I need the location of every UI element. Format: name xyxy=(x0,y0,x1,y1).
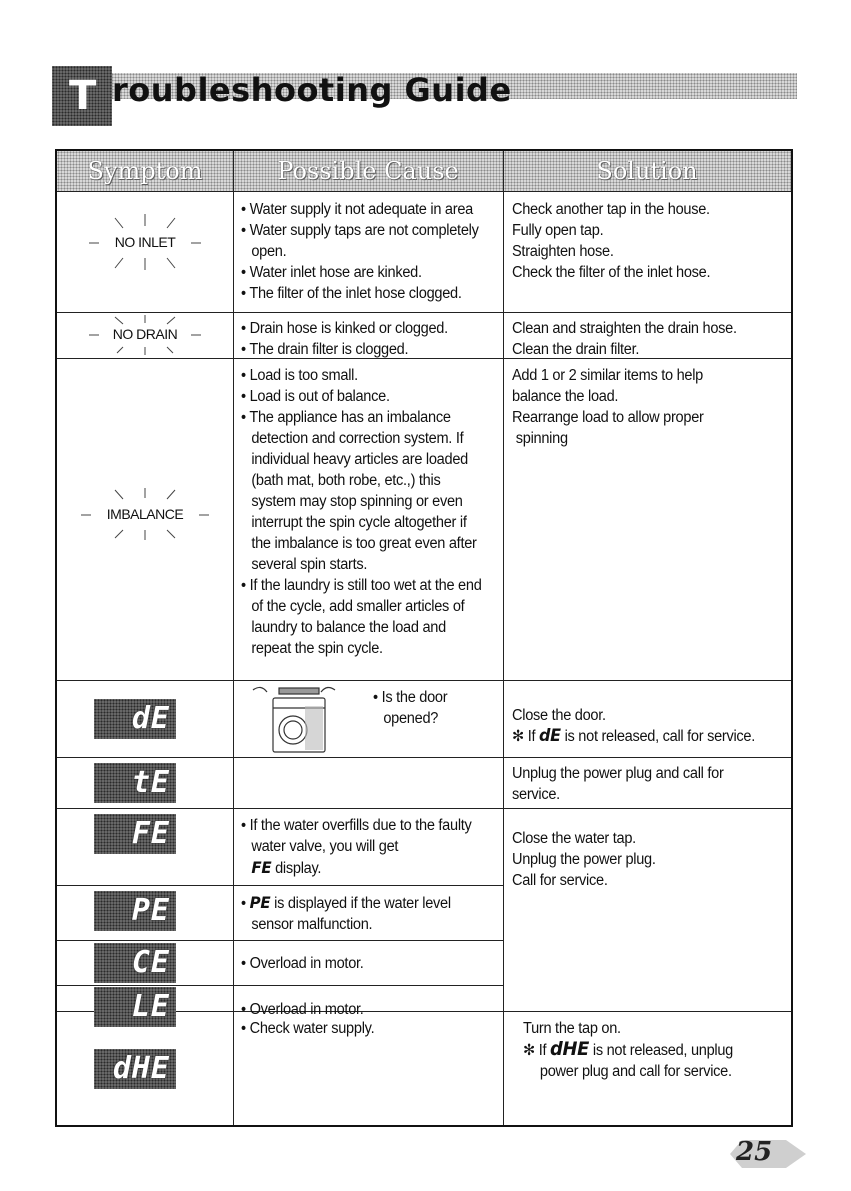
te-solutions xyxy=(512,763,724,805)
solution-line xyxy=(512,726,755,747)
solution-line: Turn the tap on. xyxy=(523,1020,621,1037)
cause-line: • Load is too small. xyxy=(241,367,358,384)
error-display-ce xyxy=(94,943,176,983)
cause-line: • Water inlet hose are kinked. xyxy=(241,264,422,281)
fe-pe-solutions xyxy=(512,828,656,891)
pe-causes xyxy=(241,892,451,935)
row-divider xyxy=(57,940,503,941)
inline-code: dE xyxy=(539,726,561,746)
note-suffix: is not released, call for service. xyxy=(564,728,756,745)
no-inlet-label: NO INLET xyxy=(114,234,176,250)
error-code: tE xyxy=(131,765,170,800)
washer-door-icon xyxy=(249,684,349,754)
imbalance-label: IMBALANCE xyxy=(106,506,184,522)
no-drain-causes xyxy=(241,318,448,360)
cause-line: the imbalance is too great even after xyxy=(251,535,477,552)
solution-line: spinning xyxy=(512,430,568,447)
solution-line: balance the load. xyxy=(512,388,619,405)
note-prefix: ✻ If xyxy=(523,1042,547,1059)
cause-line: • The filter of the inlet hose clogged. xyxy=(241,285,462,302)
header-symptom: Symptom xyxy=(87,157,203,185)
solution-line: Unplug the power plug and call for xyxy=(512,765,724,782)
solution-line: Straighten hose. xyxy=(512,243,614,260)
no-inlet-indicator xyxy=(85,208,205,288)
imbalance-solutions xyxy=(512,365,704,449)
error-display-le xyxy=(94,987,176,1027)
solution-line: Add 1 or 2 similar items to help xyxy=(512,367,703,384)
dhe-solutions xyxy=(523,1018,733,1082)
cause-line: repeat the spin cycle. xyxy=(251,640,383,657)
cause-line: sensor malfunction. xyxy=(251,916,373,933)
inline-code: dHE xyxy=(550,1038,590,1060)
cause-text: is displayed if the water level xyxy=(274,895,451,912)
error-display-pe xyxy=(94,891,176,931)
no-inlet-causes xyxy=(241,199,479,304)
cause-line: • Water supply it not adequate in area xyxy=(241,201,473,218)
cause-line: several spin starts. xyxy=(251,556,368,573)
le-cause: • Overload in motor. xyxy=(241,1001,364,1018)
solution-line: Close the water tap. xyxy=(512,830,636,847)
row-divider xyxy=(57,885,503,886)
error-display-dhe xyxy=(94,1049,176,1089)
cause-line: • Load is out of balance. xyxy=(241,388,390,405)
cause-line: water valve, you will get xyxy=(251,838,399,855)
fe-causes xyxy=(241,815,472,879)
no-drain-label: NO DRAIN xyxy=(112,326,178,342)
solution-line: Check the filter of the inlet hose. xyxy=(512,264,711,281)
solution-line: Unplug the power plug. xyxy=(512,851,656,868)
no-inlet-solutions xyxy=(512,199,710,283)
error-display-te xyxy=(94,763,176,803)
cause-line: • If the water overfills due to the faulty xyxy=(241,817,472,834)
error-code: PE xyxy=(131,893,170,928)
error-code: CE xyxy=(131,945,170,980)
row-divider xyxy=(57,808,791,809)
cause-line: opened? xyxy=(383,710,439,727)
header-cause: Possible Cause xyxy=(277,157,459,185)
error-display-fe xyxy=(94,814,176,854)
column-divider xyxy=(233,151,234,1125)
row-divider xyxy=(57,191,791,192)
cause-line xyxy=(241,892,451,914)
dhe-cause: • Check water supply. xyxy=(241,1020,375,1037)
solution-line: Call for service. xyxy=(512,872,608,889)
imbalance-causes xyxy=(241,365,482,659)
error-code: FE xyxy=(131,816,170,851)
row-divider xyxy=(57,757,791,758)
cause-line: • The drain filter is clogged. xyxy=(241,341,409,358)
cause-line: system may stop spinning or even xyxy=(251,493,463,510)
row-divider xyxy=(57,985,503,986)
de-causes xyxy=(373,687,447,729)
solution-line: service. xyxy=(512,786,560,803)
cause-line: open. xyxy=(251,243,287,260)
no-drain-solutions xyxy=(512,318,737,360)
cause-line: • Is the door xyxy=(373,689,448,706)
cause-line: detection and correction system. If xyxy=(251,430,464,447)
solution-line: Clean and straighten the drain hose. xyxy=(512,320,737,337)
no-drain-indicator xyxy=(85,313,205,357)
error-display-de xyxy=(94,699,176,739)
solution-line: Clean the drain filter. xyxy=(512,341,640,358)
solution-line: power plug and call for service. xyxy=(539,1063,732,1080)
solution-line: Fully open tap. xyxy=(512,222,604,239)
page-number: 25 xyxy=(736,1137,773,1167)
bullet: • xyxy=(241,895,246,912)
cause-line: (bath mat, both robe, etc.,) this xyxy=(251,472,441,489)
troubleshooting-table xyxy=(55,149,793,1127)
solution-line xyxy=(523,1039,733,1061)
page-number-badge xyxy=(728,1136,808,1172)
cause-line: • If the laundry is still too wet at the end xyxy=(241,577,482,594)
cause-line: of the cycle, add smaller articles of xyxy=(251,598,465,615)
error-code: dE xyxy=(131,701,170,736)
cause-line: • The appliance has an imbalance xyxy=(241,409,451,426)
solution-line: Rearrange load to allow proper xyxy=(512,409,704,426)
column-divider xyxy=(503,151,504,1125)
imbalance-indicator xyxy=(79,486,211,546)
inline-code: PE xyxy=(249,893,271,912)
cause-line: • Drain hose is kinked or clogged. xyxy=(241,320,448,337)
cause-line xyxy=(241,857,472,879)
solution-line: Check another tap in the house. xyxy=(512,201,710,218)
note-suffix: is not released, unplug xyxy=(592,1042,734,1059)
cause-line: laundry to balance the load and xyxy=(251,619,446,636)
inline-code: FE xyxy=(251,858,272,877)
header-solution: Solution xyxy=(596,157,698,185)
solution-line: Close the door. xyxy=(512,707,606,724)
note-prefix: ✻ If xyxy=(512,728,536,745)
cause-line: interrupt the spin cycle altogether if xyxy=(251,514,467,531)
title-initial: T xyxy=(69,73,97,119)
row-divider xyxy=(57,680,791,681)
cause-line: • Water supply taps are not completely xyxy=(241,222,479,239)
error-code: LE xyxy=(131,989,170,1024)
error-code: dHE xyxy=(112,1051,170,1086)
ce-cause: • Overload in motor. xyxy=(241,955,364,972)
cause-line: individual heavy articles are loaded xyxy=(251,451,468,468)
page-title: roubleshooting Guide xyxy=(112,71,512,109)
cause-text: display. xyxy=(275,860,322,877)
de-solutions xyxy=(512,705,755,747)
